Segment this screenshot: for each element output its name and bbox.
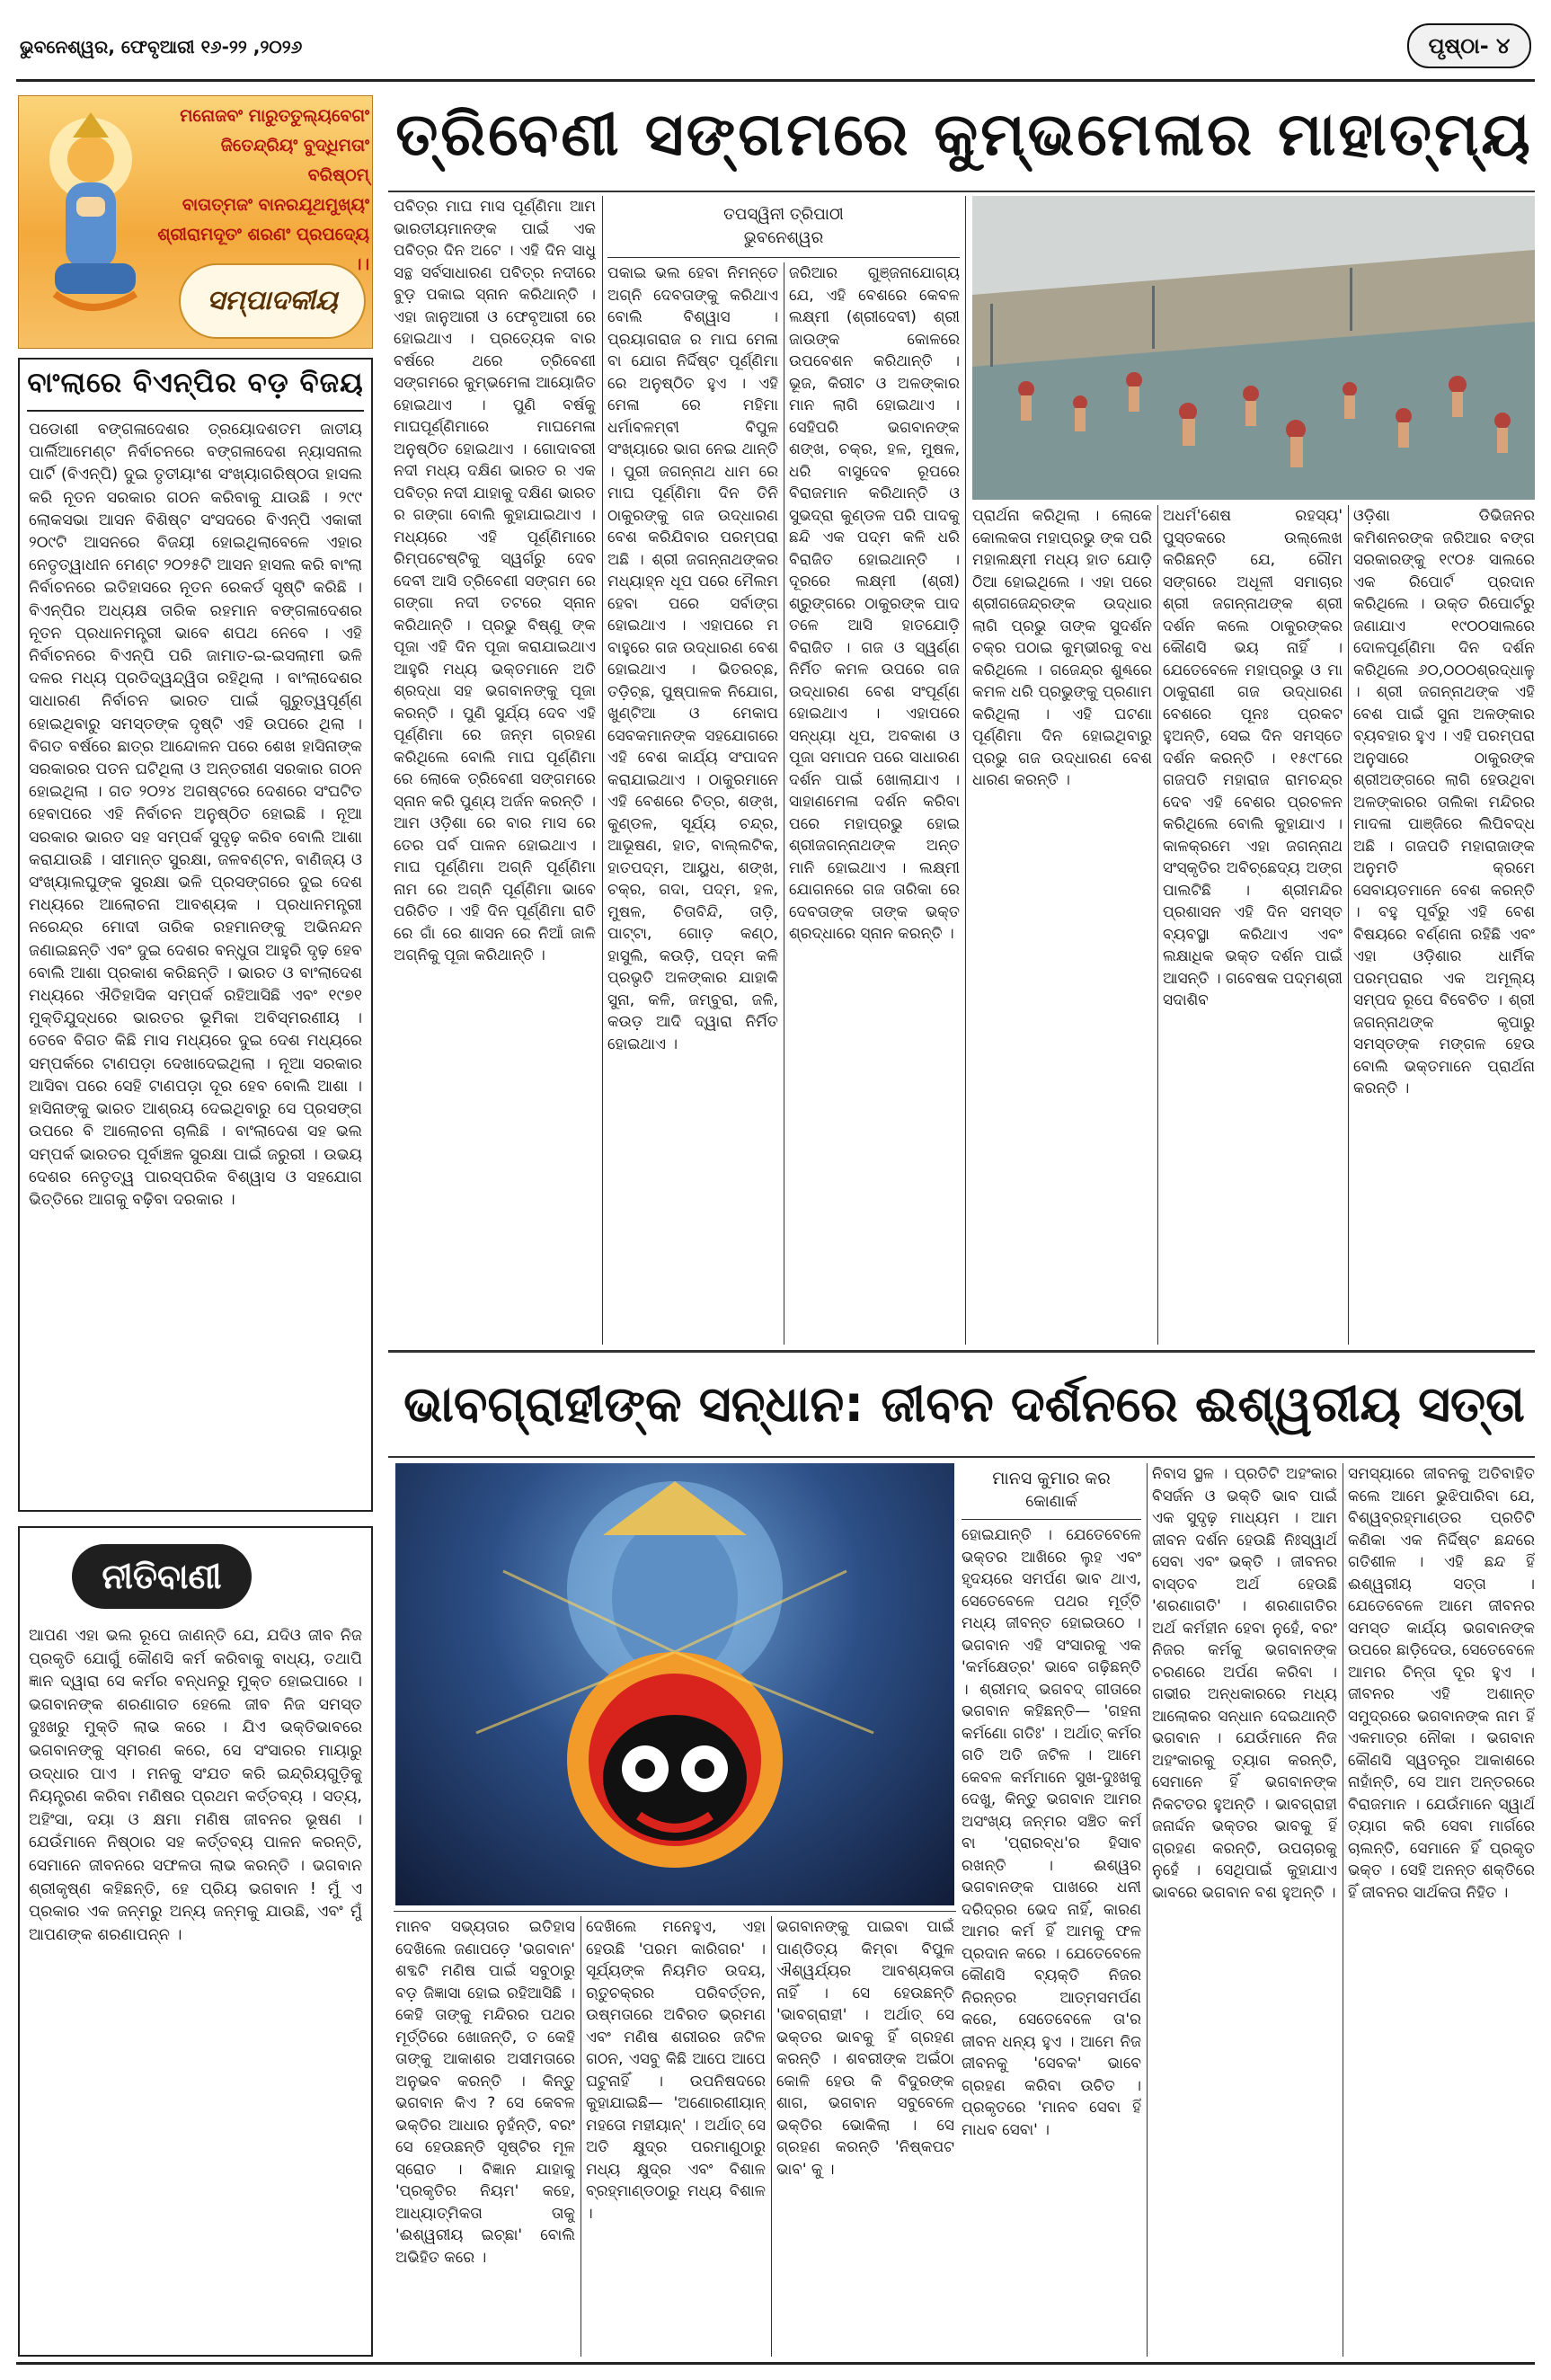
header-rule xyxy=(16,79,1535,82)
mantra-line: ବାତାତ୍ମଜଂ ବାନରଯୂଥମୁଖ୍ୟଂ xyxy=(182,195,369,215)
deity-photo xyxy=(395,1463,954,1905)
article1-col5: ଅଧର୍ମ'ଶେଷ ରହସ୍ୟ' ପୁସ୍ତକରେ ଉଲ୍ଲେଖ କରିଛନ୍ତି ଯେ, ରୌମ ସଙ୍ଗରେ ଅଧୂଳୀ ସମାଚାର ଶ୍ରୀ ଜଗନ୍ନାଥଙ୍କ ଶ୍ରୀ ଦର୍ଶନ କଲେ ଠାକୁରଙ୍କର କୌଣସି ଭୟ ନାହିଁ । ଯେତେବେଳେ ମହାପ୍ରଭୁ ଓ ମା ଠାକୁରାଣୀ ଗଜ ଉଦ୍ଧାରଣ ବେଶରେ ପୂନଃ ପ୍ରକଟ ହୁଅନ୍ତି, ସେଇ ଦିନ ସମସ୍ତେ ଦର୍ଶନ କରନ୍ତି । ୧୫୯୮ରେ ଗଜପତି ମହାରାଜ ରାମଚନ୍ଦ୍ର ଦେବ ଏହି ବେଶର ପ୍ରଚଳନ କରିଥିଲେ ବୋଲି କୁହାଯାଏ । କାଳକ୍ରମେ ଏହା ଜଗନ୍ନାଥ ସଂସ୍କୃତିର ଅବିଚ୍ଛେଦ୍ୟ ଅଙ୍ଗ ପାଲଟିଛି । ଶ୍ରୀମନ୍ଦିର ପ୍ରଶାସନ ଏହି ଦିନ ସମସ୍ତ ବ୍ୟବସ୍ଥା କରିଥାଏ ଏବଂ ଲକ୍ଷାଧିକ ଭକ୍ତ ଦର୍ଶନ ପାଇଁ ଆସନ୍ତି । ଗବେଷକ ପଦ୍ମଶ୍ରୀ ସଦାଶିବ xyxy=(1163,507,1343,1009)
kumbh-scene xyxy=(972,196,1535,500)
byline-place: ଭୁବନେଶ୍ୱର xyxy=(743,228,824,247)
footer-rule xyxy=(16,2362,1535,2365)
editorial-box xyxy=(18,358,373,1512)
section-rule xyxy=(388,1350,1535,1353)
article2-colR1: ହୋଇଯାନ୍ତି । ଯେତେବେଳେ ଭକ୍ତର ଆଖିରେ ଲୁହ ଏବଂ ହୃଦୟରେ ସମର୍ପଣ ଭାବ ଥାଏ, ସେତେବେଳେ ପଥର ମୂର୍ତ୍ତି ମଧ୍ୟ ଜୀବନ୍ତ ହୋଇଉଠେ । ଭଗବାନ ଏହି ସଂସାରକୁ ଏକ 'କର୍ମକ୍ଷେତ୍ର' ଭାବେ ଗଢ଼ିଛନ୍ତି । ଶ୍ରୀମଦ୍ ଭଗବଦ୍ ଗୀତାରେ ଭଗବାନ କହିଛନ୍ତି— 'ଗହନା କର୍ମଣୋ ଗତିଃ' । ଅର୍ଥାତ୍ କର୍ମର ଗତି ଅତି ଜଟିଳ । ଆମେ କେବଳ କର୍ମମାନେ ସୁଖ-ଦୁଃଖକୁ ଦେଖୁ, କିନ୍ତୁ ଭଗବାନ ଆମର ଅସଂଖ୍ୟ ଜନ୍ମର ସଞ୍ଚିତ କର୍ମ ବା 'ପ୍ରାରବ୍ଧ'ର ହିସାବ ରଖନ୍ତି । ଈଶ୍ୱର ଭଗବାନଙ୍କ ପାଖରେ ଧନୀ ଦରିଦ୍ରର ଭେଦ ନାହିଁ, କାରଣ ଆମର କର୍ମ ହିଁ ଆମକୁ ଫଳ ପ୍ରଦାନ କରେ । ଯେତେବେଳେ କୌଣସି ବ୍ୟକ୍ତି ନିଜର ନିରନ୍ତର ଆତ୍ମସମର୍ପଣ କରେ, ସେତେବେଳେ ତା'ର ଜୀବନ ଧନ୍ୟ ହୁଏ । ଆମେ ନିଜ ଜୀବନକୁ 'ସେବକ' ଭାବେ ଗ୍ରହଣ କରିବା ଉଚିତ । ପ୍ରକୃତରେ 'ମାନବ ସେବା ହିଁ ମାଧବ ସେବା' । xyxy=(962,1526,1141,2139)
mantra-lines xyxy=(154,102,369,280)
byline-place: କୋଣାର୍କ xyxy=(1025,1492,1077,1511)
byline-rule xyxy=(607,257,960,258)
col-divider xyxy=(965,196,966,1345)
article2-title-rule xyxy=(388,1456,1535,1458)
article2-colB3: ଭଗବାନଙ୍କୁ ପାଇବା ପାଇଁ ପାଣ୍ଡିତ୍ୟ କିମ୍ବା ବିପୁଳ ଐଶ୍ୱର୍ଯ୍ୟର ଆବଶ୍ୟକତା ନାହିଁ । ସେ ହେଉଛନ୍ତି 'ଭାବଗ୍ରାହୀ' । ଅର୍ଥାତ୍ ସେ ଭକ୍ତର ଭାବକୁ ହିଁ ଗ୍ରହଣ କରନ୍ତି । ଶବରୀଙ୍କ ଅଇଁଠା କୋଳି ହେଉ କି ବିଦୁରଙ୍କ ଶାଗ, ଭଗବାନ ସବୁବେଳେ ଭକ୍ତିର ଭୋକିଲା । ସେ ଗ୍ରହଣ କରନ୍ତି 'ନିଷ୍କପଟ ଭାବ' କୁ । xyxy=(776,1918,954,2179)
editorial-title: ବାଂଲାରେ ବିଏନ୍‌ପିର ବଡ଼ ବିଜୟ xyxy=(27,367,364,399)
article1-col4: ପ୍ରାର୍ଥନା କରିଥିଲା । ଲୋକେ କୋଲକତା ମହାପ୍ରଭୁ ଙ୍କ ପରି ମହାଲକ୍ଷ୍ମୀ ମଧ୍ୟ ହାତ ଯୋଡ଼ି ଠିଆ ହୋଇଥିଲେ । ଏହା ପରେ ଶ୍ରୀଗଜେନ୍ଦ୍ରଙ୍କ ଉଦ୍ଧାର ଲାଗି ପ୍ରଭୁ ତାଙ୍କ ସୁଦର୍ଶନ ଚକ୍ର ପଠାଇ କୁମ୍ଭୀରକୁ ବଧ କରିଥିଲେ । ଗଜେନ୍ଦ୍ର ଶୁଣ୍ଢରେ କମଳ ଧରି ପ୍ରଭୁଙ୍କୁ ପ୍ରଣାମ କରିଥିଲା । ଏହି ଘଟଣା ପୂର୍ଣ୍ଣିମା ଦିନ ହୋଇଥିବାରୁ ପ୍ରଭୁ ଗଜ ଉଦ୍ଧାରଣ ବେଶ ଧାରଣ କରନ୍ତି । xyxy=(972,507,1152,789)
article1-byline xyxy=(607,203,960,250)
deity-scene xyxy=(395,1463,954,1905)
hanuman-figure xyxy=(19,96,172,350)
article1-col1: ପବିତ୍ର ମାଘ ମାସ ପୂର୍ଣ୍ଣିମା ଆମ ଭାରତୀୟମାନଙ୍କ ପାଇଁ ଏକ ପବିତ୍ର ଦିନ ଅଟେ । ଏହି ଦିନ ସାଧୁ ସନ୍ଥ ସର୍ବସାଧାରଣ ପବିତ୍ର ନଦୀରେ ବୁଡ଼ ପକାଇ ସ୍ନାନ କରିଥାନ୍ତି । ଏହା ଜାନୁଆରୀ ଓ ଫେବୃଆରୀ ରେ ହୋଇଥାଏ । ପ୍ରତ୍ୟେକ ବାର ବର୍ଷରେ ଥରେ ତ୍ରିବେଣୀ ସଙ୍ଗମରେ କୁମ୍ଭମେଳା ଆୟୋଜିତ ହୋଇଥାଏ । ପୁଣି ବର୍ଷକୁ ମାଘପୂର୍ଣ୍ଣିମାରେ ମାଘମେଳା ଅନୁଷ୍ଠିତ ହୋଇଥାଏ । ଗୋଦାବରୀ ନଦୀ ମଧ୍ୟ ଦକ୍ଷିଣ ଭାରତ ର ଏକ ପବିତ୍ର ନଦୀ ଯାହାକୁ ଦକ୍ଷିଣ ଭାରତ ର ଗଙ୍ଗା ବୋଲି କୁହାଯାଇଥାଏ । ମଧ୍ୟରେ ଏହି ପୂର୍ଣ୍ଣିମାରେ ରିମ୍ପଟେଷ୍ଟିକୁ ସ୍ୱର୍ଗରୁ ଦେବ ଦେବୀ ଆସି ତ୍ରିବେଣୀ ସଙ୍ଗମ ରେ ଗଙ୍ଗା ନଦୀ ତଟରେ ସ୍ନାନ କରିଥାନ୍ତି । ପ୍ରଭୁ ବିଷ୍ଣୁ ଙ୍କ ପୂଜା ଏହି ଦିନ ପୂଜା କରାଯାଇଥାଏ ଆହୁରି ମଧ୍ୟ ଭକ୍ତମାନେ ଅତି ଶ୍ରଦ୍ଧା ସହ ଭଗବାନଙ୍କୁ ପୂଜା କରନ୍ତି । ପୁଣି ସୁର୍ଯ୍ୟ ଦେବ ଏହି ପୂର୍ଣ୍ଣିମା ରେ ଜନ୍ମ ଗ୍ରହଣ କରିଥିଲେ ବୋଲି ମାଘ ପୂର୍ଣ୍ଣିମା ରେ ଲୋକେ ତ୍ରିବେଣୀ ସଙ୍ଗମରେ ସ୍ନାନ କରି ପୁଣ୍ୟ ଅର୍ଜନ କରନ୍ତି । ଆମ ଓଡ଼ିଶା ରେ ବାର ମାସ ରେ ତେର ପର୍ବ ପାଳନ ହୋଇଥାଏ । ମାଘ ପୂର୍ଣ୍ଣିମା ଅଗ୍ନି ପୂର୍ଣ୍ଣିମା ନାମ ରେ ଅଗ୍ନି ପୂର୍ଣ୍ଣିମା ଭାବେ ପରିଚିତ । ଏହି ଦିନ ପୂର୍ଣ୍ଣିମା ରାତି ରେ ଗାଁ ରେ ଶାସନ ରେ ନିଆଁ ଜାଳି ଅଗ୍ନିକୁ ପୂଜା କରିଥାନ୍ତି । xyxy=(394,198,596,964)
article2-colR3: ସମସ୍ୟାରେ ଜୀବନକୁ ଅତିବାହିତ କଲେ ଆମେ ଭୁଝିପାରିବା ଯେ, ବିଶ୍ୱବ୍ରହ୍ମାଣ୍ଡର ପ୍ରତିଟି କଣିକା ଏକ ନିର୍ଦ୍ଦିଷ୍ଟ ଛନ୍ଦରେ ଗତିଶୀଳ । ଏହି ଛନ୍ଦ ହିଁ ଈଶ୍ୱରୀୟ ସତ୍ତା । ଯେତେବେଳେ ଆମେ ଜୀବନର ସମସ୍ତ କାର୍ଯ୍ୟ ଭଗବାନଙ୍କ ଉପରେ ଛାଡ଼ିଦେଉ, ସେତେବେଳେ ଆମର ଚିନ୍ତା ଦୂର ହୁଏ । ଜୀବନର ଏହି ଅଶାନ୍ତ ସମୁଦ୍ରରେ ଭଗବାନଙ୍କ ନାମ ହିଁ ଏକମାତ୍ର ନୌକା । ଭଗବାନ କୌଣସି ସ୍ୱତନ୍ତ୍ର ଆକାଶରେ ନାହାଁନ୍ତି, ସେ ଆମ ଅନ୍ତରରେ ବିରାଜମାନ । ଯେଉଁମାନେ ସ୍ୱାର୍ଥ ତ୍ୟାଗ କରି ସେବା ମାର୍ଗରେ ଚାଲନ୍ତି, ସେମାନେ ହିଁ ପ୍ରକୃତ ଭକ୍ତ । ସେହି ଅନନ୍ତ ଶକ୍ତିରେ ହିଁ ଜୀବନର ସାର୍ଥକତା ନିହିତ । xyxy=(1348,1465,1535,1902)
article2-title: ଭାବଗ୍ରାହୀଙ୍କ ସନ୍ଧାନ: ଜୀବନ ଦର୍ଶନରେ ଈଶ୍ୱରୀୟ ସତ୍ତା xyxy=(403,1375,1525,1433)
mantra-line: ମନୋଜବଂ ମାରୁତତୁଲ୍ୟବେଗଂ xyxy=(180,106,369,126)
col-divider xyxy=(602,196,603,1345)
page-label xyxy=(1407,23,1531,68)
col-divider xyxy=(1157,505,1158,1345)
article1-title-rule xyxy=(388,191,1535,192)
col-divider xyxy=(771,1916,772,2357)
article1-col3: ଜରିଆର ଗୁଞ୍ଜନାଯୋଗ୍ୟ ଯେ, ଏହି ବେଶରେ କେବଳ ଲକ୍ଷ୍ମୀ (ଶ୍ରୀଦେବୀ) ଶ୍ରୀ ଜାଉଙ୍କ କୋଳରେ ଉପବେଶନ କରିଥାନ୍ତି । ଭୂଜ, କିରୀଟ ଓ ଅଳଙ୍କାର ମାନ ଲାଗି ହୋଇଥାଏ । ସେହିପରି ଭଗବାନଙ୍କ ଶଙ୍ଖ, ଚକ୍ର, ହଳ, ମୁଷଳ, ଧରି ବାସୁଦେବ ରୂପରେ ବିରାଜମାନ କରିଥାନ୍ତି ଓ ସୁଭଦ୍ରା କୁଣ୍ଡଳ ପରି ପାଦକୁ ଛନ୍ଦି ଏକ ପଦ୍ମ କଳି ଧରି ବିରାଜିତ ହୋଇଥାନ୍ତି । ଦୂରରେ ଲକ୍ଷ୍ମୀ (ଶ୍ରୀ) ଶ୍ରୁଙ୍ଗରେ ଠାକୁରଙ୍କ ପାଦ ତଳେ ଆସି ହାତଯୋଡ଼ି ବିରାଜିତ । ଗଜ ଓ ସ୍ୱର୍ଣ୍ଣ ନିର୍ମିତ କମଳ ଉପରେ ଗଜ ଉଦ୍ଧାରଣ ବେଶ ସଂପୂର୍ଣ୍ଣ ହୋଇଥାଏ । ଏହାପରେ ସନ୍ଧ୍ୟା ଧୂପ, ଅବକାଶ ଓ ପୂଜା ସମାପନ ପରେ ସାଧାରଣ ଦର୍ଶନ ପାଇଁ ଖୋଲାଯାଏ । ସାହାଣମେଳା ଦର୍ଶନ କରିବା ପରେ ମହାପ୍ରଭୁ ହୋଇ ଶ୍ରୀଜଗନ୍ନାଥଙ୍କ ଅନ୍ତ ମାନି ହୋଇଥାଏ । ଲକ୍ଷ୍ମୀ ଯୋଗନରେ ଗଜ ତାରିକା ରେ ଦେବତାଙ୍କ ତାଙ୍କ ଭକ୍ତ ଶ୍ରଦ୍ଧାରେ ସ୍ନାନ କରନ୍ତି । xyxy=(789,264,960,943)
mantra-line: ଶ୍ରୀରାମଦୂତଂ ଶରଣଂ ପ୍ରପଦ୍ୟେ ।। xyxy=(157,225,369,274)
article2-colB2: ଦେଖିଲେ ମନେହୁଏ, ଏହା ହେଉଛି 'ପରମ କାରିଗର' । ସୂର୍ଯ୍ୟଙ୍କ ନିୟମିତ ଉଦୟ, ଋତୁଚକ୍ରର ପରିବର୍ତ୍ତନ, ଉଷ୍ମତାରେ ଅବିରତ ଭ୍ରମଣ ଏବଂ ମଣିଷ ଶରୀରର ଜଟିଳ ଗଠନ, ଏସବୁ କିଛି ଆପେ ଆପେ ଘଟୁନାହିଁ । ଉପନିଷଦରେ କୁହାଯାଇଛି— 'ଅଣୋରଣୀୟାନ୍ ମହତୋ ମହୀୟାନ୍' । ଅର୍ଥାତ୍ ସେ ଅତି କ୍ଷୁଦ୍ର ପରମାଣୁଠାରୁ ମଧ୍ୟ କ୍ଷୁଦ୍ର ଏବଂ ବିଶାଳ ବ୍ରହ୍ମାଣ୍ଡଠାରୁ ମଧ୍ୟ ବିଶାଳ । xyxy=(586,1918,766,2223)
mantra-line: ଜିତେନ୍ଦ୍ରିୟଂ ବୁଦ୍ଧିମତାଂ ବରିଷ୍ଠମ୍ xyxy=(220,136,369,185)
editorial-body: ପଡୋଶୀ ବଙ୍ଗଳାଦେଶର ତ୍ରୟୋଦଶତମ ଜାତୀୟ ପାର୍ଲିଆମେଣ୍ଟ ନିର୍ବାଚନରେ ବଙ୍ଗଳାଦେଶ ନ୍ୟାସନାଲ ପାର୍ଟି (ବିଏନ୍‌ପି) ଦୁଇ ତୃତୀୟାଂଶ ସଂଖ୍ୟାଗରିଷ୍ଠତା ହାସଲ କରି ନୂତନ ସରକାର ଗଠନ କରିବାକୁ ଯାଉଛି । ୨୯୯ ଲୋକସଭା ଆସନ ବିଶିଷ୍ଟ ସଂସଦରେ ବିଏନ୍‌ପି ଏକାକୀ ୨୦୯ଟି ଆସନରେ ବିଜୟୀ ହୋଇଥିଲାବେଳେ ଏହାର ନେତୃତ୍ୱାଧୀନ ମେଣ୍ଟ ୨୦୨୫ଟି ଆସନ ହାସଲ କରି ବାଂଲା ନିର୍ବାଚନରେ ଇତିହାସରେ ନୂତନ ରେକର୍ଡ ସୃଷ୍ଟି କରିଛି । ବିଏନ୍‌ପିର ଅଧ୍ୟକ୍ଷ ତାରିକ ରହମାନ ବଙ୍ଗଳାଦେଶର ନୂତନ ପ୍ରଧାନମନ୍ତ୍ରୀ ଭାବେ ଶପଥ ନେବେ । ଏହି ନିର୍ବାଚନରେ ବିଏନ୍‌ପି ପରି ଜାମାତ-ଇ-ଇସଲାମୀ ଭଳି ଦଳର ମଧ୍ୟ ପ୍ରତିଦ୍ୱନ୍ଦ୍ୱିତା ରହିଥିଲା । ବାଂଲାଦେଶର ସାଧାରଣ ନିର୍ବାଚନ ଭାରତ ପାଇଁ ଗୁରୁତ୍ୱପୂର୍ଣ୍ଣ ହୋଇଥିବାରୁ ସମସ୍ତଙ୍କ ଦୃଷ୍ଟି ଏହି ଉପରେ ଥିଲା । ବିଗତ ବର୍ଷରେ ଛାତ୍ର ଆନ୍ଦୋଳନ ପରେ ଶେଖ ହାସିନାଙ୍କ ସରକାରର ପତନ ଘଟିଥିଲା ଓ ଅନ୍ତରୀଣ ସରକାର ଗଠନ ହୋଇଥିଲା । ଗତ ୨୦୨୪ ଅଗଷ୍ଟରେ ଦେଶରେ ସଂଘଟିତ ହେବାପରେ ଏହି ନିର୍ବାଚନ ଅନୁଷ୍ଠିତ ହୋଇଛି । ନୂଆ ସରକାର ଭାରତ ସହ ସମ୍ପର୍କ ସୁଦୃଢ଼ କରିବ ବୋଲି ଆଶା କରାଯାଉଛି । ସୀମାନ୍ତ ସୁରକ୍ଷା, ଜଳବଣ୍ଟନ, ବାଣିଜ୍ୟ ଓ ସଂଖ୍ୟାଲଘୁଙ୍କ ସୁରକ୍ଷା ଭଳି ପ୍ରସଙ୍ଗରେ ଦୁଇ ଦେଶ ମଧ୍ୟରେ ଆଲୋଚନା ଆବଶ୍ୟକ । ପ୍ରଧାନମନ୍ତ୍ରୀ ନରେନ୍ଦ୍ର ମୋଦୀ ତାରିକ ରହମାନଙ୍କୁ ଅଭିନନ୍ଦନ ଜଣାଇଛନ୍ତି ଏବଂ ଦୁଇ ଦେଶର ବନ୍ଧୁତା ଆହୁରି ଦୃଢ଼ ହେବ ବୋଲି ଆଶା ପ୍ରକାଶ କରିଛନ୍ତି । ଭାରତ ଓ ବାଂଲାଦେଶ ମଧ୍ୟରେ ଐତିହାସିକ ସମ୍ପର୍କ ରହିଆସିଛି ଏବଂ ୧୯୭୧ ମୁକ୍ତିଯୁଦ୍ଧରେ ଭାରତର ଭୂମିକା ଅବିସ୍ମରଣୀୟ । ତେବେ ବିଗତ କିଛି ମାସ ମଧ୍ୟରେ ଦୁଇ ଦେଶ ମଧ୍ୟରେ ସମ୍ପର୍କରେ ଟାଣପଡ଼ା ଦେଖାଦେଇଥିଲା । ନୂଆ ସରକାର ଆସିବା ପରେ ସେହି ଟାଣପଡ଼ା ଦୂର ହେବ ବୋଲି ଆଶା । ହାସିନାଙ୍କୁ ଭାରତ ଆଶ୍ରୟ ଦେଇଥିବାରୁ ସେ ପ୍ରସଙ୍ଗ ଉପରେ ବି ଆଲୋଚନା ଚାଲିଛି । ବାଂଲାଦେଶ ସହ ଭଲ ସମ୍ପର୍କ ଭାରତର ପୂର୍ବାଞ୍ଚଳ ସୁରକ୍ଷା ପାଇଁ ଜରୁରୀ । ଉଭୟ ଦେଶର ନେତୃତ୍ୱ ପାରସ୍ପରିକ ବିଶ୍ୱାସ ଓ ସହଯୋଗ ଭିତ୍ତିରେ ଆଗକୁ ବଢ଼ିବା ଦରକାର । xyxy=(29,421,362,1209)
editorial-badge xyxy=(179,263,366,339)
article1-title: ତ୍ରିବେଣୀ ସଙ୍ଗମରେ କୁମ୍ଭମେଳାର ମାହାତ୍ମ୍ୟ xyxy=(395,100,1533,169)
editorial-title-rule xyxy=(27,410,364,412)
article1-col2: ପକାଇ ଭଲ ହେବା ନିମନ୍ତେ ଅଗ୍ନି ଦେବତାଙ୍କୁ କରିଥାଏ ବୋଲି ବିଶ୍ୱାସ । ପ୍ରୟାଗରାଜ ର ମାଘ ମେଳା ବା ଯୋଗ ନିର୍ଦ୍ଦିଷ୍ଟ ପୂର୍ଣ୍ଣିମା ରେ ଅନୁଷ୍ଠିତ ହୁଏ । ଏହି ମେଳା ରେ ମହିମା ଧର୍ମାବଳମ୍ବୀ ବିପୁଳ ସଂଖ୍ୟାରେ ଭାଗ ନେଇ ଥାନ୍ତି । ପୁରୀ ଜଗନ୍ନାଥ ଧାମ ରେ ମାଘ ପୂର୍ଣ୍ଣିମା ଦିନ ତିନି ଠାକୁରଙ୍କୁ ଗଜ ଉଦ୍ଧାରଣ ବେଶ କରିଯିବାର ପରମ୍ପରା ଅଛି । ଶ୍ରୀ ଜଗନ୍ନାଥଙ୍କର ମଧ୍ୟାହ୍ନ ଧୂପ ପରେ ମୈଲମ ହେବା ପରେ ସର୍ବାଙ୍ଗ ହୋଇଥାଏ । ଏହାପରେ ମ ବାହୁରେ ଗଜ ଉଦ୍ଧାରଣ ବେଶ ହୋଇଥାଏ । ଭିତରଚ୍ଛ, ତଡ଼ିଚ୍ଛ, ପୁଷ୍ପାଳକ ନିଯୋଗ, ଖୁଣ୍ଟିଆ ଓ ମେକାପ ସେବକମାନଙ୍କ ସହଯୋଗରେ ଏହି ବେଶ କାର୍ଯ୍ୟ ସଂପାଦନ କରାଯାଇଥାଏ । ଠାକୁରମାନେ ଏହି ବେଶରେ ଚିତ୍ର, ଶଙ୍ଖ, କୁଣ୍ଡଳ, ସୂର୍ଯ୍ୟ ଚନ୍ଦ୍ର, ଆଭୂଷଣ, ହାତ, ବାଲ୍ଲଟିକ, ହାତପଦ୍ମ, ଆୟୁଧ, ଶଙ୍ଖ, ଚକ୍ର, ଗଦା, ପଦ୍ମ, ହଳ, ମୁଷଳ, ଚିତାବିନ୍ଦି, ତାଡ଼ି, ପାଟ୍ଟା, ଗୋଡ଼ କଣ୍ଠ, ହାସୁଲି, କଉଡ଼ି, ପଦ୍ମ କଳି ପ୍ରଭୃତି ଅଳଙ୍କାର ଯାହାକି ସୁନା, କଳି, ଜମ୍ବୁରା, ଜଳି, କଉଡ଼ ଆଦି ଦ୍ୱାରା ନିର୍ମିତ ହୋଇଥାଏ । xyxy=(607,264,778,1053)
mantra-box xyxy=(18,95,373,349)
kumbh-photo xyxy=(972,196,1535,500)
article2-colR2: ନିବାସ ସ୍ଥଳ । ପ୍ରତିଟି ଅହଂକାର ବିସର୍ଜନ ଓ ଭକ୍ତି ଭାବ ପାଇଁ ଏକ ସୁଦୃଢ଼ ମାଧ୍ୟମ । ଆମ ଜୀବନ ଦର୍ଶନ ହେଉଛି ନିଃସ୍ୱାର୍ଥ ସେବା ଏବଂ ଭକ୍ତି । ଜୀବନର ବାସ୍ତବ ଅର୍ଥ ହେଉଛି 'ଶରଣାଗତି' । ଶରଣାଗତିର ଅର୍ଥ କର୍ମହୀନ ହେବା ନୁହେଁ, ବରଂ ନିଜର କର୍ମକୁ ଭଗବାନଙ୍କ ଚରଣରେ ଅର୍ପଣ କରିବା । ଗଭୀର ଅନ୍ଧକାରରେ ମଧ୍ୟ ଆଲୋକର ସନ୍ଧାନ ଦେଇଥାନ୍ତି ଭଗବାନ । ଯେଉଁମାନେ ନିଜ ଅହଂକାରକୁ ତ୍ୟାଗ କରନ୍ତି, ସେମାନେ ହିଁ ଭଗବାନଙ୍କ ନିକଟତର ହୁଅନ୍ତି । ଭାବଗ୍ରାହୀ ଜନାର୍ଦ୍ଦନ ଭକ୍ତର ଭାବକୁ ହିଁ ଗ୍ରହଣ କରନ୍ତି, ଉପଚାରକୁ ନୁହେଁ । ସେଥିପାଇଁ କୁହାଯାଏ ଭାବରେ ଭଗବାନ ବଶ ହୁଅନ୍ତି । xyxy=(1152,1465,1337,1902)
article1-col6: ଓଡ଼ିଶା ଡିଭିଜନର କମିଶନରଙ୍କ ଜରିଆର ବଙ୍ଗ ସରକାରଙ୍କୁ ୧୯୦୫ ସାଲରେ ଏକ ରିପୋର୍ଟ ପ୍ରଦାନ କରିଥିଲେ । ଉକ୍ତ ରିପୋର୍ଟରୁ ଜଣାଯାଏ ୧୯୦୦ସାଲରେ ଦୋଳପୂର୍ଣ୍ଣିମା ଦିନ ଦର୍ଶନ କରିଥିଲେ ୬୦,୦୦୦ଶ୍ରଦ୍ଧାଳୁ । ଶ୍ରୀ ଜଗନ୍ନାଥଙ୍କ ଏହି ବେଶ ପାଇଁ ସୁନା ଅଳଙ୍କାର ବ୍ୟବହାର ହୁଏ । ଏହି ପରମ୍ପରା ଅନୁସାରେ ଠାକୁରଙ୍କ ଶ୍ରୀଅଙ୍ଗରେ ଲାଗି ହେଉଥିବା ଅଳଙ୍କାରର ତାଲିକା ମନ୍ଦିରର ମାଦଳା ପାଞ୍ଜିରେ ଲିପିବଦ୍ଧ ଅଛି । ଗଜପତି ମହାରାଜାଙ୍କ ଅନୁମତି କ୍ରମେ ସେବାୟତମାନେ ବେଶ କରନ୍ତି । ବହୁ ପୂର୍ବରୁ ଏହି ବେଶ ବିଷୟରେ ବର୍ଣ୍ଣନା ରହିଛି ଏବଂ ଏହା ଓଡ଼ିଶାର ଧାର୍ମିକ ପରମ୍ପରାର ଏକ ଅମୂଲ୍ୟ ସମ୍ପଦ ରୂପେ ବିବେଚିତ । ଶ୍ରୀ ଜଗନ୍ନାଥଙ୍କ କୃପାରୁ ସମସ୍ତଙ୍କ ମଙ୍ଗଳ ହେଉ ବୋଲି ଭକ୍ତମାନେ ପ୍ରାର୍ଥନା କରନ୍ତି । xyxy=(1353,507,1535,1097)
page-label-text: ପୃଷ୍ଠା- ୪ xyxy=(1428,33,1511,58)
byline-name: ତପସ୍ୱିନୀ ତ୍ରିପାଠୀ xyxy=(723,205,844,224)
niti-title-banner xyxy=(72,1544,252,1609)
byline-rule xyxy=(962,1519,1141,1520)
niti-box xyxy=(18,1526,373,2357)
dateline: ଭୁବନେଶ୍ୱର, ଫେବୃଆରୀ ୧୬-୨୨ ,୨୦୨୬ xyxy=(20,36,303,58)
image-bottom-rule xyxy=(394,1911,956,1912)
article2-colB1: ମାନବ ସଭ୍ୟତାର ଇତିହାସ ଦେଖିଲେ ଜଣାପଡ଼େ 'ଭଗବାନ' ଶବ୍ଦଟି ମଣିଷ ପାଇଁ ସବୁଠାରୁ ବଡ଼ ଜିଜ୍ଞାସା ହୋଇ ରହିଆସିଛି । କେହି ତାଙ୍କୁ ମନ୍ଦିରର ପଥର ମୂର୍ତ୍ତିରେ ଖୋଜନ୍ତି, ତ କେହି ତାଙ୍କୁ ଆକାଶର ଅସୀମତାରେ ଅନୁଭବ କରନ୍ତି । କିନ୍ତୁ ଭଗବାନ କିଏ ? ସେ କେବଳ ଭକ୍ତିର ଆଧାର ନୁହଁନ୍ତି, ବରଂ ସେ ହେଉଛନ୍ତି ସୃଷ୍ଟିର ମୂଳ ସ୍ରୋତ । ବିଜ୍ଞାନ ଯାହାକୁ 'ପ୍ରକୃତିର ନିୟମ' କହେ, ଆଧ୍ୟାତ୍ମିକତା ତାକୁ 'ଈଶ୍ୱରୀୟ ଇଚ୍ଛା' ବୋଲି ଅଭିହିତ କରେ । xyxy=(395,1918,575,2267)
col-divider xyxy=(1147,1463,1148,2357)
niti-body: ଆପଣ ଏହା ଭଲ ରୂପେ ଜାଣନ୍ତି ଯେ, ଯଦିଓ ଜୀବ ନିଜ ପ୍ରକୃତି ଯୋଗୁଁ କୌଣସି କର୍ମ କରିବାକୁ ବାଧ୍ୟ, ତଥାପି ଜ୍ଞାନ ଦ୍ୱାରା ସେ କର୍ମର ବନ୍ଧନରୁ ମୁକ୍ତ ହୋଇପାରେ । ଭଗବାନଙ୍କ ଶରଣାଗତ ହେଲେ ଜୀବ ନିଜ ସମସ୍ତ ଦୁଃଖରୁ ମୁକ୍ତି ଲାଭ କରେ । ଯିଏ ଭକ୍ତିଭାବରେ ଭଗବାନଙ୍କୁ ସ୍ମରଣ କରେ, ସେ ସଂସାରର ମାୟାରୁ ଉଦ୍ଧାର ପାଏ । ମନକୁ ସଂଯତ କରି ଇନ୍ଦ୍ରିୟଗୁଡ଼ିକୁ ନିୟନ୍ତ୍ରଣ କରିବା ମଣିଷର ପ୍ରଥମ କର୍ତ୍ତବ୍ୟ । ସତ୍ୟ, ଅହିଂସା, ଦୟା ଓ କ୍ଷମା ମଣିଷ ଜୀବନର ଭୂଷଣ । ଯେଉଁମାନେ ନିଷ୍ଠାର ସହ କର୍ତ୍ତବ୍ୟ ପାଳନ କରନ୍ତି, ସେମାନେ ଜୀବନରେ ସଫଳତା ଲାଭ କରନ୍ତି । ଭଗବାନ ଶ୍ରୀକୃଷ୍ଣ କହିଛନ୍ତି, ହେ ପ୍ରିୟ ଭଗବାନ ! ମୁଁ ଏ ପ୍ରକାର ଏକ ଜନ୍ମରୁ ଅନ୍ୟ ଜନ୍ମକୁ ଯାଉଛି, ଏବଂ ମୁଁ ଆପଣଙ୍କ ଶରଣାପନ୍ନ । xyxy=(29,1627,362,1944)
byline-name: ମାନସ କୁମାର କର xyxy=(992,1469,1111,1488)
editorial-badge-text: ସମ୍ପାଦକୀୟ xyxy=(207,285,338,316)
niti-title: ନୀତିବାଣୀ xyxy=(102,1557,222,1596)
article2-byline xyxy=(962,1467,1141,1514)
col-divider xyxy=(1348,505,1349,1345)
